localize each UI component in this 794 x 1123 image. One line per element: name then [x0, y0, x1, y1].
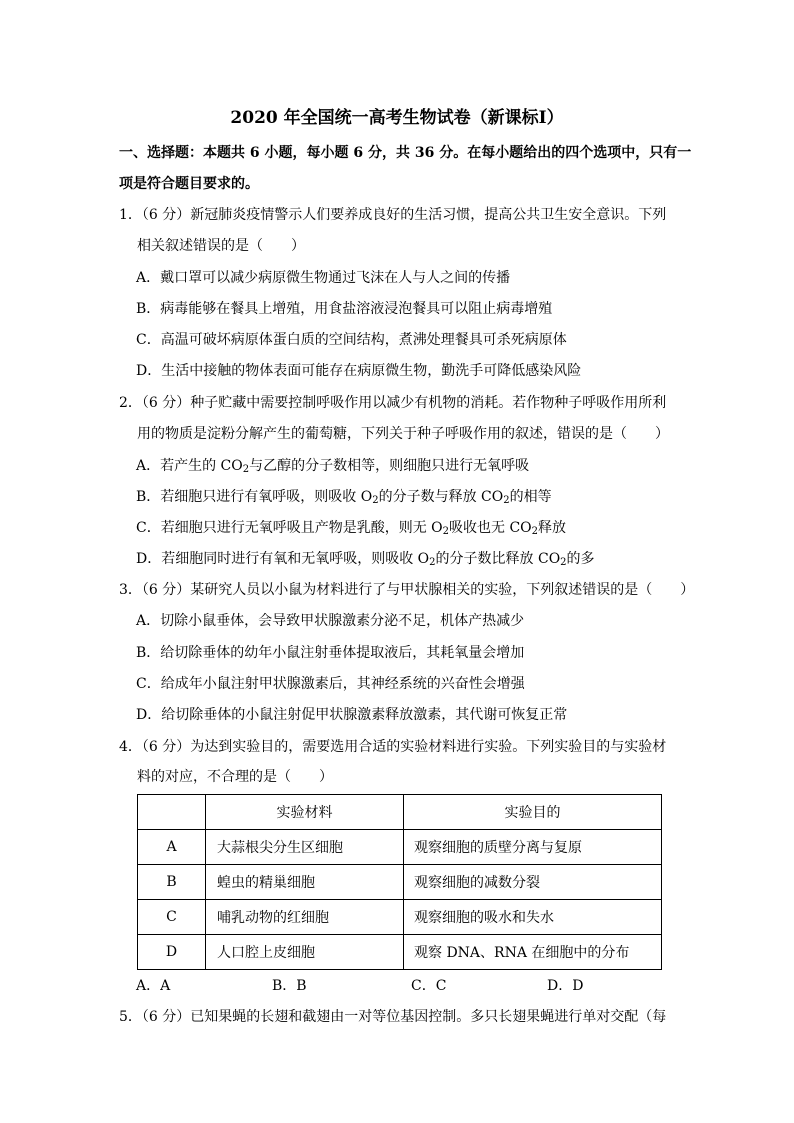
table-cell: 哺乳动物的红细胞: [206, 900, 404, 935]
section-heading-line1: 一、选择题：本题共 6 小题，每小题 6 分，共 36 分。在每小题给出的四个选项中，只有一: [119, 145, 692, 161]
question-2-stem-line1: 2．（6 分）种子贮藏中需要控制呼吸作用以减少有机物的消耗。若作物种子呼吸作用所利: [119, 395, 667, 411]
question-4-table: [137, 794, 662, 970]
question-2-option-a: A．若产生的 $CO_2$与乙醇的分子数相等，则细胞只进行无氧呼吸: [136, 458, 530, 475]
question-2-option-d: D．若细胞同时进行有氧和无氧呼吸，则吸收 $O_2$的分子数比释放 $CO_2$的多: [136, 551, 595, 568]
table-header-row: [138, 795, 662, 830]
question-1-option-b: B．病毒能够在餐具上增殖，用食盐溶液浸泡餐具可以阻止病毒增殖: [136, 301, 553, 317]
table-header-cell: 实验目的: [404, 795, 662, 830]
page-title: 2020 年全国统一高考生物试卷（新课标Ⅰ）: [230, 108, 564, 128]
table-cell: 大蒜根尖分生区细胞: [206, 830, 404, 865]
table-row: [138, 935, 662, 970]
question-1-option-a: A．戴口罩可以减少病原微生物通过飞沫在人与人之间的传播: [136, 270, 511, 286]
question-3-option-c: C．给成年小鼠注射甲状腺激素后，其神经系统的兴奋性会增强: [136, 676, 525, 692]
question-3-option-b: B．给切除垂体的幼年小鼠注射垂体提取液后，其耗氧量会增加: [136, 645, 525, 661]
question-4-answer-c: C．C: [411, 978, 447, 994]
question-2-option-c: C．若细胞只进行无氧呼吸且产物是乳酸，则无 $O_2$吸收也无 $CO_2$释放: [136, 520, 567, 537]
question-3-option-a: A．切除小鼠垂体，会导致甲状腺激素分泌不足，机体产热减少: [136, 613, 525, 629]
table-row: [138, 900, 662, 935]
table-header-cell: [138, 795, 206, 830]
question-1-option-c: C．高温可破坏病原体蛋白质的空间结构，煮沸处理餐具可杀死病原体: [136, 332, 567, 348]
table-cell: 人口腔上皮细胞: [206, 935, 404, 970]
table-cell: D: [138, 935, 206, 970]
question-4-stem-line2: 料的对应，不合理的是（ ）: [137, 769, 333, 785]
question-4-answer-d: D．D: [547, 978, 584, 994]
table-header-cell: 实验材料: [206, 795, 404, 830]
question-4-answer-a: A．A: [136, 978, 171, 994]
question-2-option-b: B．若细胞只进行有氧呼吸，则吸收 $O_2$的分子数与释放 $CO_2$的相等: [136, 489, 552, 506]
table-cell: 观察细胞的减数分裂: [404, 865, 662, 900]
question-1-option-d: D．生活中接触的物体表面可能存在病原微生物，勤洗手可降低感染风险: [136, 363, 582, 379]
question-1-stem-line1: 1．（6 分）新冠肺炎疫情警示人们要养成良好的生活习惯，提高公共卫生安全意识。下列: [119, 207, 667, 223]
table-cell: 观察细胞的吸水和失水: [404, 900, 662, 935]
table-cell: 观察 DNA、RNA 在细胞中的分布: [404, 935, 662, 970]
question-3-option-d: D．给切除垂体的小鼠注射促甲状腺激素释放激素，其代谢可恢复正常: [136, 707, 568, 723]
question-5-stem-line1: 5．（6 分）已知果蝇的长翅和截翅由一对等位基因控制。多只长翅果蝇进行单对交配（每: [119, 1009, 667, 1025]
table-cell: 观察细胞的质壁分离与复原: [404, 830, 662, 865]
question-2-stem-line2: 用的物质是淀粉分解产生的葡萄糖，下列关于种子呼吸作用的叙述，错误的是（ ）: [137, 426, 669, 442]
table-cell: A: [138, 830, 206, 865]
table-row: [138, 830, 662, 865]
section-heading-line2: 项是符合题目要求的。: [119, 176, 259, 192]
table-cell: C: [138, 900, 206, 935]
question-4-answer-b: B．B: [272, 978, 307, 994]
table-row: [138, 865, 662, 900]
question-1-stem-line2: 相关叙述错误的是（ ）: [137, 238, 305, 254]
question-3-stem: 3．（6 分）某研究人员以小鼠为材料进行了与甲状腺相关的实验，下列叙述错误的是（ ）: [119, 582, 695, 598]
table-cell: 蝗虫的精巢细胞: [206, 865, 404, 900]
table-cell: B: [138, 865, 206, 900]
question-4-stem-line1: 4．（6 分）为达到实验目的，需要选用合适的实验材料进行实验。下列实验目的与实验材: [119, 739, 667, 755]
